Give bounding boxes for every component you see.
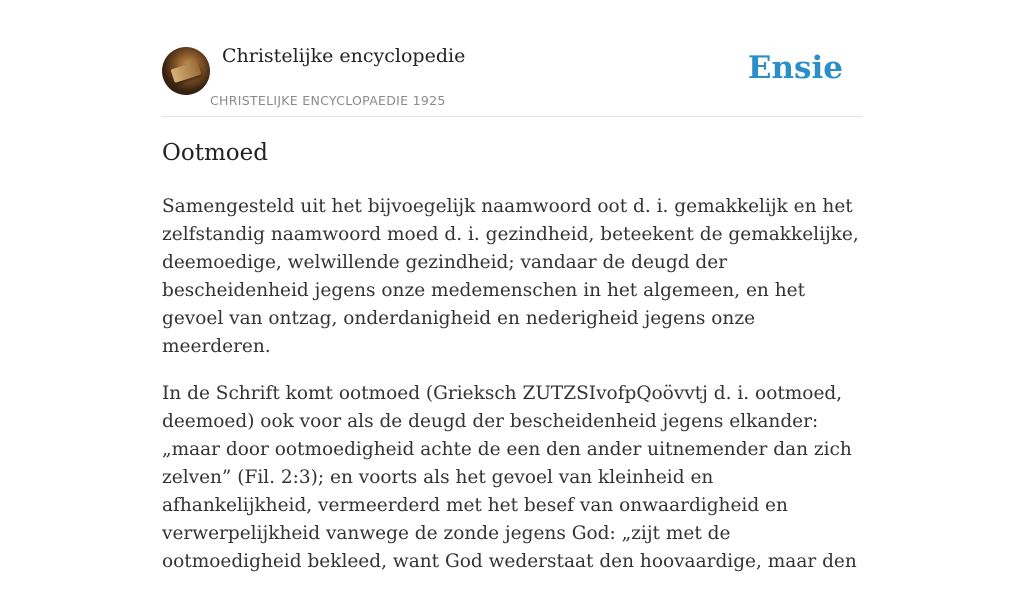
article-paragraph: In de Schrift komt ootmoed (Grieksch ZUTZSIvofpQoövvtj d. i. ootmoed, deemoed) ook voor als de deugd der bescheidenheid jegens elkander: „maar door ootmoedigheid achte de een den ander uitnemender dan zich zelven” (Fil. 2:3); en voorts als het gevoel van kleinheid en afhankelijkheid, vermeerderd met het besef van onwaardigheid en verwerpelijkheid vanwege de zonde jegens God: „zijt met de ootmoedigheid bekleed, want God wederstaat den hoovaardige, maar den [162, 383, 857, 572]
header [162, 0, 862, 117]
publication-avatar[interactable] [162, 47, 210, 95]
page [162, 0, 862, 572]
article-body [162, 193, 862, 595]
publication-title[interactable]: Christelijke encyclopedie [222, 45, 466, 67]
brand-logo[interactable]: Ensie [747, 50, 843, 86]
article-paragraph: Samengesteld uit het bijvoegelijk naamwoord oot d. i. gemakkelijk en het zelfstandig naamwoord moed d. i. gezindheid, beteekent de gemakkelijke, deemoedige, welwillende gezindheid; vandaar de deugd der bescheidenheid jegens onze medemenschen in het algemeen, en het gevoel van ontzag, onderdanigheid en nederigheid jegens onze meerderen. [162, 196, 859, 357]
article-title: Ootmoed [162, 140, 268, 166]
publication-subtitle[interactable]: CHRISTELIJKE ENCYCLOPAEDIE 1925 [210, 93, 446, 108]
book-icon [171, 61, 202, 83]
